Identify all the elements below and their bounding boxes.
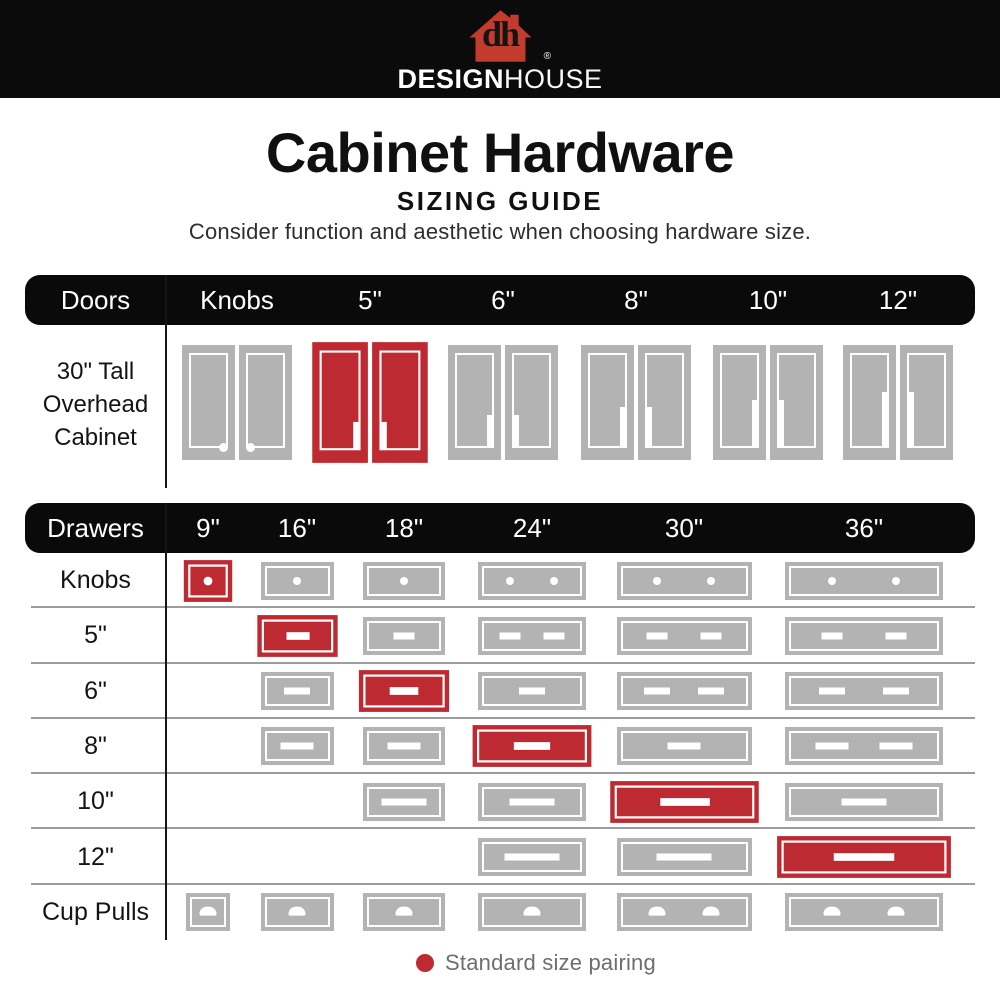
drawers-col-label-9: 9" <box>196 513 220 543</box>
drawer-pull <box>390 687 419 695</box>
drawer-5-24 <box>478 617 586 655</box>
drawer-pull <box>842 798 887 805</box>
doors-col-label-10: 10" <box>748 285 788 315</box>
drawer-6-36 <box>785 672 943 710</box>
drawer-Knobs-9 <box>184 560 232 602</box>
cabinet-door <box>182 345 235 460</box>
cabinet-door <box>239 345 292 460</box>
drawer-10-24 <box>478 783 586 821</box>
brand-name-bold: DESIGN <box>397 64 504 94</box>
cabinet-door <box>448 345 501 460</box>
doors-row-label-line: Overhead <box>42 391 149 418</box>
drawer-pull <box>698 688 724 695</box>
legend-label: Standard size pairing <box>445 950 656 975</box>
standard-pairing-dot-icon <box>416 954 434 972</box>
drawers-col-label-30: 30" <box>664 513 704 543</box>
drawer-face-outline <box>789 897 939 927</box>
door-pull <box>382 422 387 449</box>
doors-table-header <box>25 275 975 325</box>
cabinet-door <box>312 342 368 463</box>
drawer-pull <box>514 743 550 751</box>
doors-col-label-6: 6" <box>491 285 515 315</box>
drawers-rows <box>25 553 975 940</box>
drawer-face-outline <box>621 621 748 651</box>
drawer-CupPulls-30 <box>617 893 752 931</box>
cup-pull <box>396 907 413 916</box>
cup-pull <box>824 907 841 916</box>
cup-pull <box>703 907 720 916</box>
cabinet-door <box>843 345 896 460</box>
drawer-12-30 <box>617 838 752 876</box>
drawer-6-30 <box>617 672 752 710</box>
drawer-pull <box>657 854 712 861</box>
drawer-CupPulls-24 <box>478 893 586 931</box>
door-pair-8 <box>581 345 691 460</box>
drawer-6-24 <box>478 672 586 710</box>
drawer-pull <box>285 632 308 640</box>
drawer-6-16 <box>261 672 334 710</box>
drawer-face-outline <box>789 621 939 651</box>
door-pair-12 <box>843 345 953 460</box>
door-panel-outline <box>246 353 285 448</box>
drawer-pull <box>879 743 912 750</box>
drawers-col-label-24: 24" <box>512 513 552 543</box>
drawer-8-18 <box>363 727 445 765</box>
door-pull <box>353 422 358 449</box>
drawer-Knobs-30 <box>617 562 752 600</box>
cabinet-door <box>505 345 558 460</box>
drawer-pull <box>543 632 564 639</box>
drawer-pull <box>510 798 555 805</box>
brand-name-light: HOUSE <box>504 64 603 94</box>
doors-col-label-Knobs: Knobs <box>200 285 274 315</box>
cabinet-door <box>900 345 953 460</box>
drawer-Knobs-36 <box>785 562 943 600</box>
drawer-row-label-5: 5" <box>84 621 107 650</box>
tagline: Consider function and aesthetic when choosing hardware size. <box>188 219 812 244</box>
door-pull <box>647 407 652 447</box>
drawer-8-24 <box>473 726 592 768</box>
doors-col-label-12: 12" <box>878 285 918 315</box>
cabinet-door <box>638 345 691 460</box>
doors-col-label-8: 8" <box>624 285 648 315</box>
drawer-10-36 <box>785 783 943 821</box>
page-title: Cabinet Hardware <box>265 121 735 184</box>
cabinet-door <box>581 345 634 460</box>
drawer-pull <box>284 688 310 695</box>
drawer-5-30 <box>617 617 752 655</box>
drawer-5-18 <box>363 617 445 655</box>
drawers-col-label-36: 36" <box>844 513 884 543</box>
drawer-pull <box>819 688 845 695</box>
drawer-pull <box>647 632 668 639</box>
legend <box>36 950 1000 976</box>
doors-row-label-line: 30" Tall <box>56 358 135 385</box>
door-pull <box>514 415 519 447</box>
drawer-knob <box>707 577 715 585</box>
drawer-12-24 <box>478 838 586 876</box>
drawer-row-10 <box>25 774 975 829</box>
drawer-8-16 <box>261 727 334 765</box>
drawer-pull <box>816 743 849 750</box>
cup-pull <box>524 907 541 916</box>
drawer-row-label-6: 6" <box>84 676 107 705</box>
drawer-6-18 <box>359 670 449 712</box>
drawer-knob <box>828 577 836 585</box>
drawer-row-CupPulls <box>25 885 975 940</box>
drawer-Knobs-24 <box>478 562 586 600</box>
drawer-8-36 <box>785 727 943 765</box>
registered-trademark: ® <box>543 51 551 62</box>
door-pull <box>487 415 492 447</box>
door-pull <box>779 400 784 447</box>
drawers-column-divider <box>165 503 167 940</box>
cabinet-door <box>372 342 428 463</box>
door-pair-6 <box>448 345 558 460</box>
door-pair-10 <box>713 345 823 460</box>
house-logo-icon <box>461 8 551 64</box>
drawer-row-label-Knobs: Knobs <box>60 566 131 595</box>
doors-col-label-5: 5" <box>358 285 382 315</box>
brand-logo <box>397 8 602 95</box>
drawer-10-18 <box>363 783 445 821</box>
drawer-pull <box>281 743 314 750</box>
drawer-row-label-CupPulls: Cup Pulls <box>42 897 149 926</box>
drawer-row-label-10: 10" <box>77 787 114 816</box>
cup-pull <box>289 907 306 916</box>
drawer-face-outline <box>482 566 582 596</box>
drawer-CupPulls-18 <box>363 893 445 931</box>
drawer-knob <box>204 576 213 585</box>
drawer-pull <box>519 688 545 695</box>
drawer-knob <box>550 577 558 585</box>
drawer-knob <box>653 577 661 585</box>
doors-column-divider <box>165 275 167 488</box>
drawer-12-36 <box>777 836 951 878</box>
drawer-pull <box>883 688 909 695</box>
door-knob <box>219 443 228 452</box>
drawer-face-outline <box>789 566 939 596</box>
drawer-5-16 <box>257 615 337 657</box>
door-pull <box>882 392 887 447</box>
drawer-pull <box>668 743 701 750</box>
drawer-face-outline <box>621 676 748 706</box>
drawer-pull <box>885 632 906 639</box>
drawer-pull <box>659 798 709 806</box>
drawer-knob <box>892 577 900 585</box>
drawer-row-label-12: 12" <box>77 842 114 871</box>
door-pull <box>620 407 625 447</box>
drawer-row-8 <box>25 719 975 774</box>
drawer-pull <box>505 854 560 861</box>
drawer-CupPulls-36 <box>785 893 943 931</box>
door-pull <box>909 392 914 447</box>
drawer-face-outline <box>789 676 939 706</box>
door-pull <box>752 400 757 447</box>
drawer-knob <box>400 577 408 585</box>
drawer-row-12 <box>25 829 975 884</box>
drawers-table <box>25 503 975 940</box>
drawer-pull <box>701 632 722 639</box>
door-pair-Knobs <box>182 345 292 460</box>
drawer-face-outline <box>789 731 939 761</box>
cup-pull <box>887 907 904 916</box>
drawer-pull <box>822 632 843 639</box>
door-pair-5 <box>312 342 428 463</box>
header-band <box>0 0 1000 98</box>
drawer-face-outline <box>482 621 582 651</box>
cabinet-door <box>770 345 823 460</box>
cup-pull <box>649 907 666 916</box>
drawer-knob <box>293 577 301 585</box>
drawer-row-label-8: 8" <box>84 731 107 760</box>
drawer-CupPulls-9 <box>186 893 230 931</box>
brand-name <box>397 64 602 95</box>
drawers-header-label: Drawers <box>47 513 144 543</box>
drawer-5-36 <box>785 617 943 655</box>
drawer-Knobs-16 <box>261 562 334 600</box>
page-subtitle: SIZING GUIDE <box>396 186 604 216</box>
drawer-face-outline <box>621 566 748 596</box>
cup-pull <box>200 907 217 916</box>
drawer-pull <box>382 798 427 805</box>
drawer-8-30 <box>617 727 752 765</box>
door-knob <box>246 443 255 452</box>
drawer-row-5 <box>25 608 975 663</box>
doors-header-label: Doors <box>60 285 131 315</box>
drawers-col-label-18: 18" <box>384 513 424 543</box>
drawer-knob <box>506 577 514 585</box>
drawer-10-30 <box>610 781 759 823</box>
cabinet-door <box>713 345 766 460</box>
drawer-pull <box>500 632 521 639</box>
door-panel-outline <box>189 353 228 448</box>
drawer-pull <box>388 743 421 750</box>
drawer-Knobs-18 <box>363 562 445 600</box>
drawers-table-header <box>25 503 975 553</box>
doors-row <box>25 325 975 490</box>
drawer-row-6 <box>25 664 975 719</box>
doors-row-label-line: Cabinet <box>54 424 137 451</box>
brand-monogram: dh <box>481 14 519 54</box>
drawer-face-outline <box>621 897 748 927</box>
drawer-row-Knobs <box>25 553 975 608</box>
doors-table <box>25 275 975 490</box>
drawer-pull <box>834 853 895 861</box>
drawer-CupPulls-16 <box>261 893 334 931</box>
drawer-pull <box>644 688 670 695</box>
doors-row-label <box>25 355 166 454</box>
drawers-col-label-16: 16" <box>277 513 317 543</box>
drawer-pull <box>394 632 415 639</box>
